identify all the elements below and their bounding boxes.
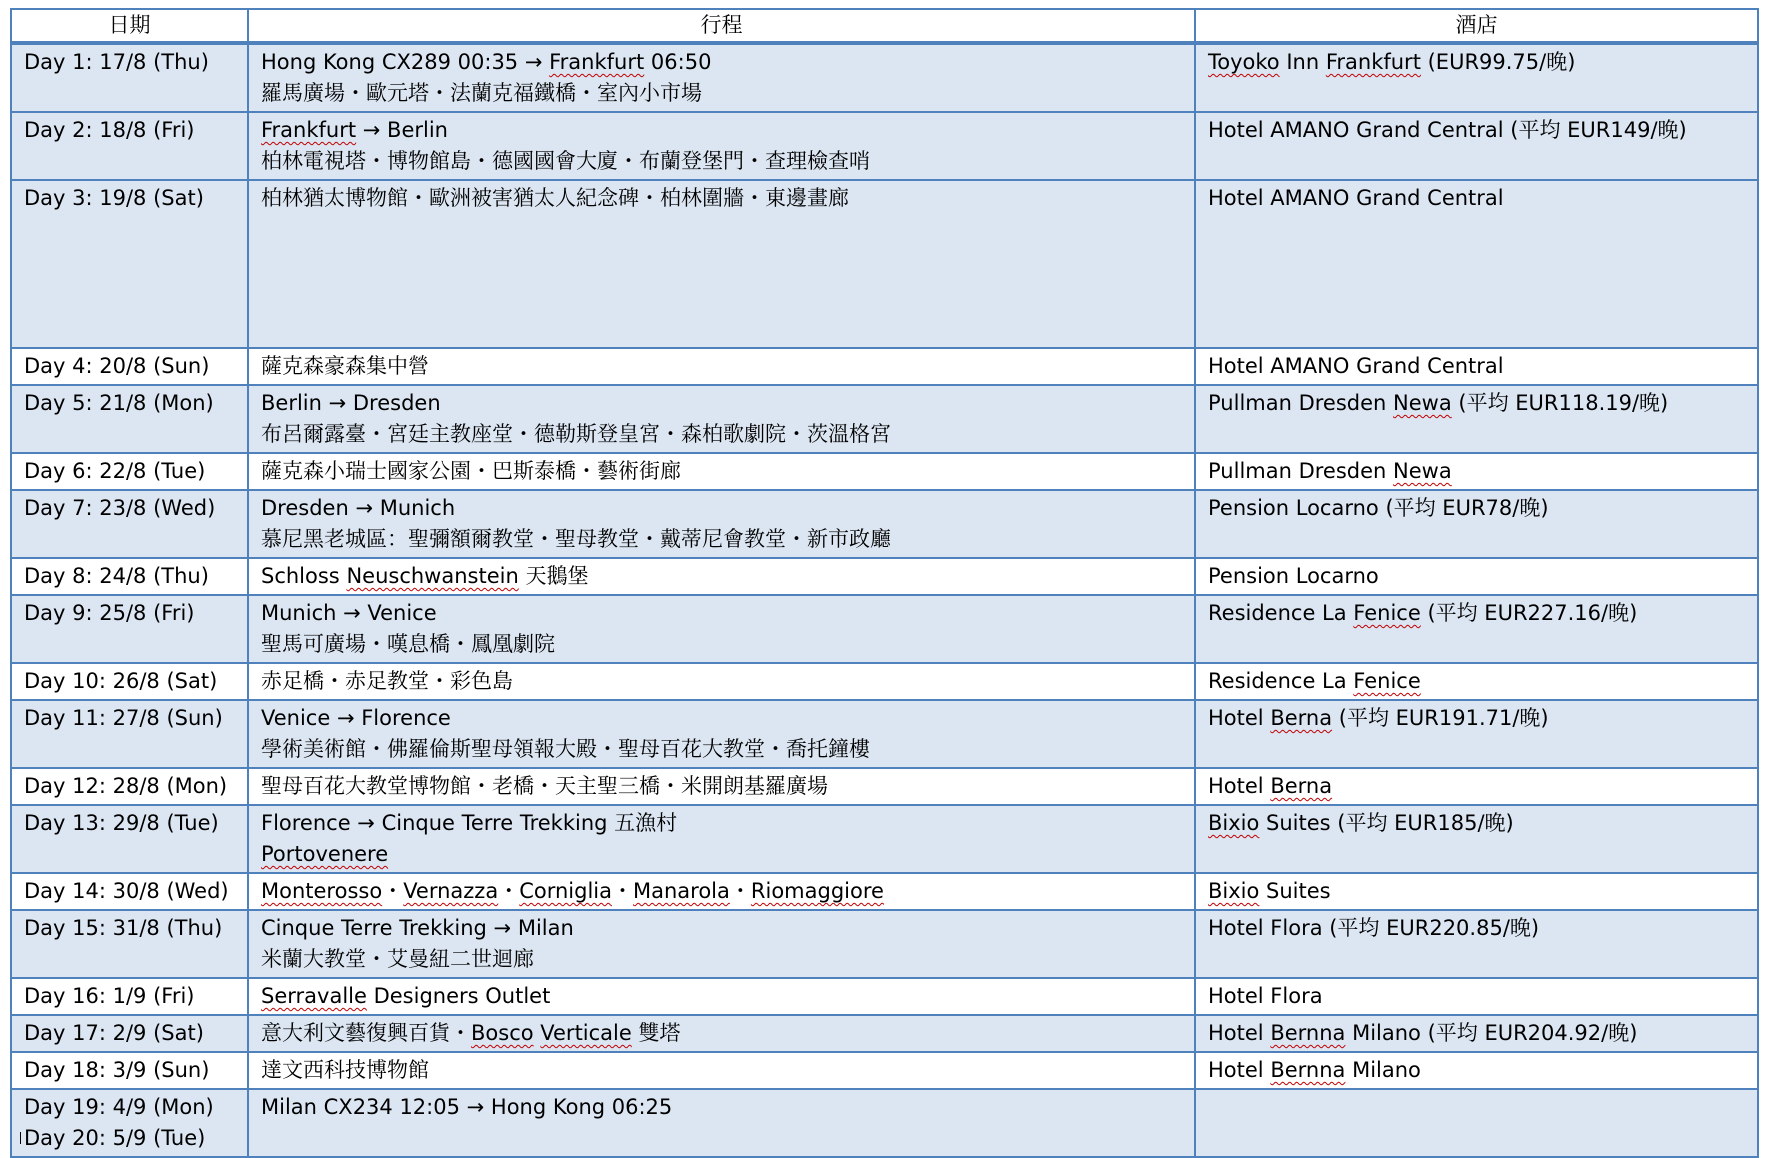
itinerary-cell [248, 1015, 1195, 1052]
table-row [11, 348, 1758, 385]
hotel-cell [1195, 873, 1758, 910]
date-cell-line: Day 9: 25/8 (Fri) [24, 601, 195, 625]
date-cell-line: Day 19: 4/9 (Mon) [24, 1095, 214, 1119]
itinerary-cell-line: 意大利文藝復興百貨・Bosco Verticale 雙塔 [261, 1021, 681, 1045]
hotel-cell-line: Hotel AMANO Grand Central (平均 EUR149/晚) [1208, 118, 1687, 142]
itinerary-cell-line: 達文西科技博物館 [261, 1058, 429, 1082]
hotel-cell-line: Pension Locarno [1208, 564, 1379, 588]
table-row [11, 558, 1758, 595]
date-cell [11, 1089, 248, 1157]
itinerary-cell-line: 聖馬可廣場・嘆息橋・鳳凰劇院 [261, 632, 555, 656]
text-cursor [20, 1132, 21, 1144]
hotel-cell-line: Pension Locarno (平均 EUR78/晚) [1208, 496, 1549, 520]
date-cell [11, 595, 248, 663]
hotel-cell-line: Residence La Fenice (平均 EUR227.16/晚) [1208, 601, 1638, 625]
date-cell [11, 112, 248, 180]
date-cell-line: Day 16: 1/9 (Fri) [24, 984, 195, 1008]
hotel-cell [1195, 558, 1758, 595]
itinerary-cell-line: Venice → Florence [261, 706, 451, 730]
hotel-cell-line: Hotel Flora (平均 EUR220.85/晚) [1208, 916, 1540, 940]
hotel-cell-line: Hotel Bernna Milano [1208, 1058, 1421, 1082]
hotel-cell [1195, 1052, 1758, 1089]
itinerary-cell-line: Florence → Cinque Terre Trekking 五漁村 [261, 811, 678, 835]
date-cell-line: Day 14: 30/8 (Wed) [24, 879, 229, 903]
date-cell-line: Day 1: 17/8 (Thu) [24, 50, 209, 74]
hotel-cell [1195, 453, 1758, 490]
hotel-cell [1195, 910, 1758, 978]
itinerary-cell [248, 978, 1195, 1015]
table-row [11, 385, 1758, 453]
hotel-cell-line: Hotel AMANO Grand Central [1208, 354, 1504, 378]
itinerary-cell [248, 663, 1195, 700]
itinerary-cell-line: Frankfurt → Berlin [261, 118, 448, 142]
hotel-cell [1195, 348, 1758, 385]
hotel-cell [1195, 700, 1758, 768]
date-cell-line: Day 2: 18/8 (Fri) [24, 118, 195, 142]
date-cell-line: Day 11: 27/8 (Sun) [24, 706, 223, 730]
hotel-cell [1195, 663, 1758, 700]
date-cell [11, 180, 248, 348]
hotel-cell [1195, 112, 1758, 180]
itinerary-cell-line: Dresden → Munich [261, 496, 456, 520]
itinerary-cell-line: 米蘭大教堂・艾曼紐二世迴廊 [261, 947, 534, 971]
itinerary-cell-line: Munich → Venice [261, 601, 437, 625]
date-cell [11, 663, 248, 700]
itinerary-cell [248, 385, 1195, 453]
itinerary-cell [248, 348, 1195, 385]
hotel-cell-line: Hotel Bernna Milano (平均 EUR204.92/晚) [1208, 1021, 1638, 1045]
itinerary-cell [248, 558, 1195, 595]
date-cell-line: Day 8: 24/8 (Thu) [24, 564, 209, 588]
table-row [11, 873, 1758, 910]
table-row [11, 43, 1758, 112]
table-row [11, 490, 1758, 558]
table-row [11, 768, 1758, 805]
date-cell [11, 805, 248, 873]
itinerary-cell-line: 赤足橋・赤足教堂・彩色島 [261, 669, 513, 693]
itinerary-cell [248, 595, 1195, 663]
hotel-cell-line: Hotel Flora [1208, 984, 1323, 1008]
itinerary-cell [248, 700, 1195, 768]
itinerary-cell-line: Milan CX234 12:05 → Hong Kong 06:25 [261, 1095, 673, 1119]
date-cell-line: Day 13: 29/8 (Tue) [24, 811, 219, 835]
date-cell-line: Day 10: 26/8 (Sat) [24, 669, 218, 693]
date-cell-line: Day 18: 3/9 (Sun) [24, 1058, 210, 1082]
table-row [11, 1015, 1758, 1052]
itinerary-cell [248, 180, 1195, 348]
date-cell-line: Day 3: 19/8 (Sat) [24, 186, 204, 210]
hotel-cell [1195, 768, 1758, 805]
hotel-cell [1195, 180, 1758, 348]
table-row [11, 180, 1758, 348]
itinerary-cell [248, 490, 1195, 558]
table-row [11, 700, 1758, 768]
itinerary-cell-line: Cinque Terre Trekking → Milan [261, 916, 574, 940]
itinerary-cell [248, 1089, 1195, 1157]
itinerary-cell-line: Berlin → Dresden [261, 391, 441, 415]
hotel-cell-line: Hotel Berna [1208, 774, 1333, 798]
itinerary-cell [248, 873, 1195, 910]
date-cell-line: Day 6: 22/8 (Tue) [24, 459, 206, 483]
date-cell [11, 978, 248, 1015]
itinerary-cell-line: 慕尼黑老城區：聖彌額爾教堂・聖母教堂・戴蒂尼會教堂・新市政廳 [261, 527, 891, 551]
itinerary-cell-line: 柏林電視塔・博物館島・德國國會大廈・布蘭登堡門・查理檢查哨 [261, 149, 870, 173]
table-header-row [11, 9, 1758, 43]
hotel-cell-line: Hotel Berna (平均 EUR191.71/晚) [1208, 706, 1549, 730]
hotel-cell [1195, 43, 1758, 112]
date-cell [11, 43, 248, 112]
header-date: 日期 [11, 9, 248, 43]
header-hotel: 酒店 [1195, 9, 1758, 43]
table-row [11, 453, 1758, 490]
date-cell [11, 1015, 248, 1052]
hotel-cell-line: Bixio Suites (平均 EUR185/晚) [1208, 811, 1514, 835]
date-cell [11, 348, 248, 385]
date-cell [11, 453, 248, 490]
hotel-cell-line: Toyoko Inn Frankfurt (EUR99.75/晚) [1208, 50, 1576, 74]
hotel-cell [1195, 385, 1758, 453]
table-row [11, 805, 1758, 873]
itinerary-cell-line: Serravalle Designers Outlet [261, 984, 551, 1008]
itinerary-cell-line: 布呂爾露臺・宮廷主教座堂・德勒斯登皇宮・森柏歌劇院・茨溫格宮 [261, 422, 891, 446]
hotel-cell-line: Pullman Dresden Newa (平均 EUR118.19/晚) [1208, 391, 1669, 415]
hotel-cell [1195, 595, 1758, 663]
date-cell [11, 700, 248, 768]
date-cell-line: Day 20: 5/9 (Tue) [24, 1126, 206, 1150]
hotel-cell-line: Residence La Fenice [1208, 669, 1421, 693]
itinerary-cell-line: 聖母百花大教堂博物館・老橋・天主聖三橋・米開朗基羅廣場 [261, 774, 828, 798]
date-cell [11, 1052, 248, 1089]
header-itinerary: 行程 [248, 9, 1195, 43]
itinerary-cell [248, 1052, 1195, 1089]
date-cell [11, 768, 248, 805]
table-row [11, 663, 1758, 700]
itinerary-cell-line: 薩克森小瑞士國家公園・巴斯泰橋・藝術街廊 [261, 459, 681, 483]
itinerary-cell-line: Hong Kong CX289 00:35 → Frankfurt 06:50 [261, 50, 712, 74]
itinerary-cell-line: 學術美術館・佛羅倫斯聖母領報大殿・聖母百花大教堂・喬托鐘樓 [261, 737, 870, 761]
date-cell [11, 558, 248, 595]
table-row [11, 112, 1758, 180]
date-cell-line: Day 5: 21/8 (Mon) [24, 391, 214, 415]
itinerary-cell [248, 43, 1195, 112]
date-cell [11, 910, 248, 978]
hotel-cell [1195, 978, 1758, 1015]
date-cell-line: Day 17: 2/9 (Sat) [24, 1021, 204, 1045]
itinerary-cell [248, 805, 1195, 873]
itinerary-cell-line: Schloss Neuschwanstein 天鵝堡 [261, 564, 589, 588]
itinerary-table [10, 8, 1759, 1158]
itinerary-cell-line: 柏林猶太博物館・歐洲被害猶太人紀念碑・柏林圍牆・東邊畫廊 [261, 186, 849, 210]
itinerary-cell-line: Portovenere [261, 842, 389, 866]
itinerary-cell [248, 910, 1195, 978]
hotel-cell [1195, 1089, 1758, 1157]
date-cell-line: Day 4: 20/8 (Sun) [24, 354, 210, 378]
table-row [11, 1089, 1758, 1157]
itinerary-cell-line: 羅馬廣場・歐元塔・法蘭克福鐵橋・室內小市場 [261, 81, 702, 105]
hotel-cell [1195, 805, 1758, 873]
date-cell [11, 490, 248, 558]
date-cell [11, 385, 248, 453]
hotel-cell-line: Pullman Dresden Newa [1208, 459, 1452, 483]
itinerary-cell [248, 112, 1195, 180]
itinerary-cell-line: 薩克森豪森集中營 [261, 354, 429, 378]
date-cell-line: Day 15: 31/8 (Thu) [24, 916, 223, 940]
date-cell-line: Day 12: 28/8 (Mon) [24, 774, 228, 798]
table-row [11, 1052, 1758, 1089]
itinerary-cell [248, 453, 1195, 490]
hotel-cell [1195, 490, 1758, 558]
table-row [11, 595, 1758, 663]
hotel-cell-line: Hotel AMANO Grand Central [1208, 186, 1504, 210]
hotel-cell [1195, 1015, 1758, 1052]
hotel-cell-line: Bixio Suites [1208, 879, 1331, 903]
table-row [11, 910, 1758, 978]
date-cell [11, 873, 248, 910]
itinerary-cell-line: Monterosso・Vernazza・Corniglia・Manarola・Riomaggiore [261, 879, 884, 903]
date-cell-line: Day 7: 23/8 (Wed) [24, 496, 216, 520]
table-row [11, 978, 1758, 1015]
itinerary-cell [248, 768, 1195, 805]
